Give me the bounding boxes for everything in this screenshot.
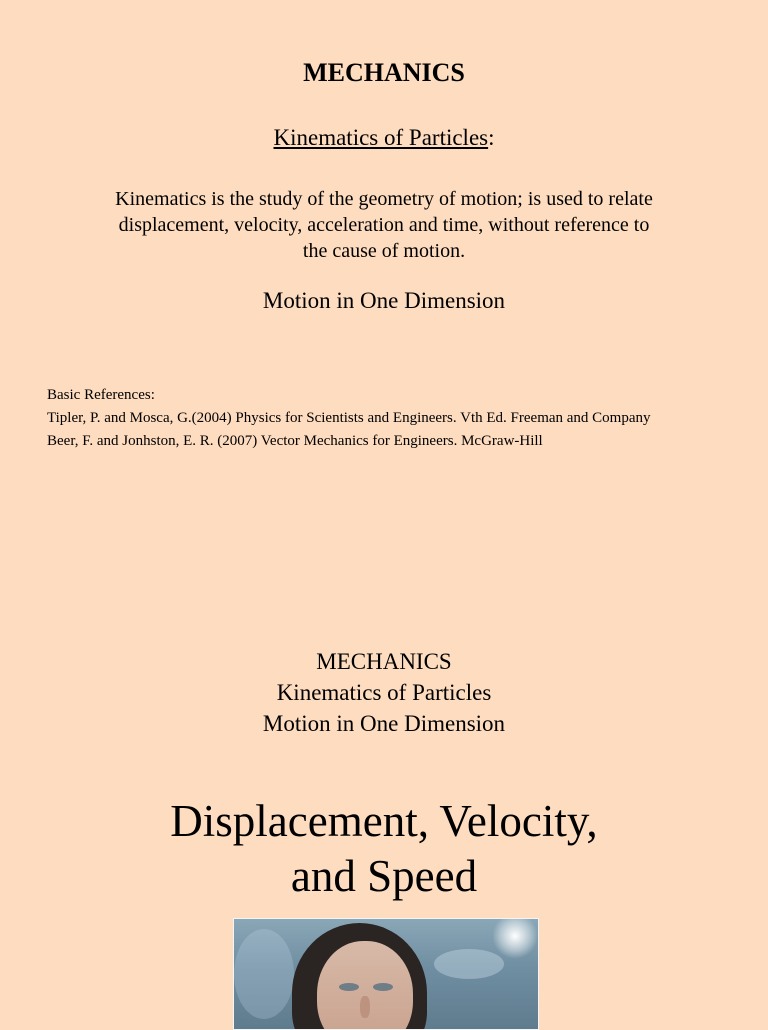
slide2-title-line: and Speed <box>290 851 478 901</box>
slide2-title <box>0 794 768 904</box>
slide1-title: MECHANICS <box>303 58 465 87</box>
slide2-title-line: Displacement, Velocity, <box>170 796 598 846</box>
slide1-subtitle-text: Kinematics of Particles <box>273 125 489 150</box>
references-heading: Basic References: <box>47 387 155 403</box>
reference-item: Beer, F. and Jonhston, E. R. (2007) Vector Mechanics for Engineers. McGraw-Hill <box>47 433 543 449</box>
woman-portrait-photo <box>233 918 539 1030</box>
slide1-topic: Motion in One Dimension <box>262 288 506 313</box>
slide2-heading-line: MECHANICS <box>316 649 452 674</box>
reference-item: Tipler, P. and Mosca, G.(2004) Physics for Scientists and Engineers. Vth Ed. Freeman and Company <box>47 410 651 426</box>
slide1-subtitle-suffix: : <box>488 125 495 150</box>
references-block <box>47 384 737 453</box>
slide2-heading <box>0 646 768 739</box>
slide1-definition: Kinematics is the study of the geometry of motion; is used to relate displacement, velocity, acceleration and time, without reference to the cause of motion. <box>115 188 653 262</box>
slide1-subtitle <box>0 125 768 151</box>
slide2-heading-line: Motion in One Dimension <box>262 711 506 736</box>
slide2-heading-line: Kinematics of Particles <box>276 680 492 705</box>
